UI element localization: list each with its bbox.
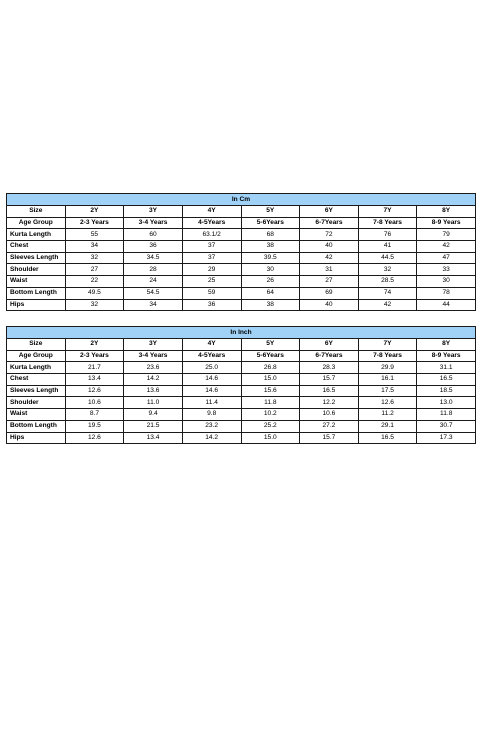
measurement-value: 16.5 (417, 374, 476, 386)
age-group-row (7, 350, 476, 362)
measurement-value: 16.5 (358, 432, 417, 444)
size-header-cell: 2Y (65, 339, 124, 351)
size-header-cell: 7Y (358, 339, 417, 351)
measurement-value: 19.5 (65, 420, 124, 432)
table-title-row (7, 194, 476, 206)
measurement-value: 40 (300, 299, 359, 311)
measurement-value: 33 (417, 264, 476, 276)
measurement-value: 15.0 (241, 432, 300, 444)
measurement-value: 76 (358, 229, 417, 241)
measurement-value: 32 (65, 299, 124, 311)
measurement-label: Shoulder (7, 397, 66, 409)
measurement-value: 26.8 (241, 362, 300, 374)
measurement-value: 36 (182, 299, 241, 311)
measurement-value: 29.1 (358, 420, 417, 432)
measurement-value: 9.4 (124, 409, 183, 421)
measurement-value: 15.0 (241, 374, 300, 386)
measurement-value: 17.3 (417, 432, 476, 444)
table-row (7, 229, 476, 241)
measurement-value: 22 (65, 276, 124, 288)
age-group-cell: 4-5Years (182, 350, 241, 362)
measurement-value: 13.6 (124, 385, 183, 397)
size-header-cell: 2Y (65, 206, 124, 218)
measurement-value: 8.7 (65, 409, 124, 421)
measurement-value: 31 (300, 264, 359, 276)
measurement-value: 28.3 (300, 362, 359, 374)
measurement-label: Kurta Length (7, 362, 66, 374)
size-header-cell: 5Y (241, 206, 300, 218)
measurement-value: 39.5 (241, 252, 300, 264)
size-header-row (7, 339, 476, 351)
measurement-value: 68 (241, 229, 300, 241)
measurement-value: 72 (300, 229, 359, 241)
measurement-value: 11.8 (417, 409, 476, 421)
measurement-value: 14.2 (182, 432, 241, 444)
measurement-value: 11.4 (182, 397, 241, 409)
measurement-value: 30 (241, 264, 300, 276)
measurement-value: 29 (182, 264, 241, 276)
measurement-label: Kurta Length (7, 229, 66, 241)
measurement-value: 15.6 (241, 385, 300, 397)
table-row (7, 432, 476, 444)
measurement-value: 63.1/2 (182, 229, 241, 241)
age-group-cell: 6-7Years (300, 217, 359, 229)
age-group-cell: 8-9 Years (417, 350, 476, 362)
measurement-value: 14.6 (182, 374, 241, 386)
measurement-value: 78 (417, 287, 476, 299)
age-group-cell: 5-6Years (241, 350, 300, 362)
size-chart-cm-table (6, 193, 476, 311)
measurement-label: Sleeves Length (7, 252, 66, 264)
measurement-value: 28 (124, 264, 183, 276)
measurement-label: Hips (7, 299, 66, 311)
table-title: In Cm (7, 194, 476, 206)
measurement-label: Hips (7, 432, 66, 444)
measurement-value: 12.6 (65, 432, 124, 444)
table-row (7, 287, 476, 299)
measurement-value: 21.5 (124, 420, 183, 432)
age-group-cell: 4-5Years (182, 217, 241, 229)
size-header-cell: 4Y (182, 206, 241, 218)
measurement-value: 11.2 (358, 409, 417, 421)
measurement-value: 40 (300, 241, 359, 253)
age-group-cell: 7-8 Years (358, 217, 417, 229)
measurement-label: Waist (7, 276, 66, 288)
measurement-value: 12.2 (300, 397, 359, 409)
measurement-value: 54.5 (124, 287, 183, 299)
age-group-cell: 5-6Years (241, 217, 300, 229)
size-header-cell: 6Y (300, 206, 359, 218)
size-header-cell: 3Y (124, 206, 183, 218)
table-row (7, 385, 476, 397)
measurement-value: 27 (65, 264, 124, 276)
table-row (7, 252, 476, 264)
measurement-value: 30.7 (417, 420, 476, 432)
measurement-value: 18.5 (417, 385, 476, 397)
age-group-cell: 8-9 Years (417, 217, 476, 229)
measurement-value: 12.6 (65, 385, 124, 397)
measurement-value: 10.2 (241, 409, 300, 421)
measurement-label: Chest (7, 241, 66, 253)
measurement-value: 59 (182, 287, 241, 299)
table-row (7, 420, 476, 432)
measurement-label: Shoulder (7, 264, 66, 276)
measurement-value: 69 (300, 287, 359, 299)
measurement-value: 14.2 (124, 374, 183, 386)
measurement-value: 64 (241, 287, 300, 299)
measurement-value: 34.5 (124, 252, 183, 264)
measurement-value: 38 (241, 241, 300, 253)
measurement-value: 30 (417, 276, 476, 288)
measurement-value: 11.0 (124, 397, 183, 409)
table-row (7, 374, 476, 386)
measurement-value: 28.5 (358, 276, 417, 288)
measurement-value: 13.0 (417, 397, 476, 409)
measurement-value: 79 (417, 229, 476, 241)
measurement-value: 26 (241, 276, 300, 288)
age-group-label: Age Group (7, 350, 66, 362)
age-group-cell: 3-4 Years (124, 217, 183, 229)
size-header-cell: 4Y (182, 339, 241, 351)
measurement-value: 9.8 (182, 409, 241, 421)
measurement-value: 32 (65, 252, 124, 264)
measurement-value: 49.5 (65, 287, 124, 299)
size-header-cell: 3Y (124, 339, 183, 351)
age-group-cell: 2-3 Years (65, 350, 124, 362)
measurement-value: 27 (300, 276, 359, 288)
measurement-label: Bottom Length (7, 420, 66, 432)
table-row (7, 241, 476, 253)
measurement-value: 29.9 (358, 362, 417, 374)
measurement-value: 27.2 (300, 420, 359, 432)
age-group-label: Age Group (7, 217, 66, 229)
size-header-row (7, 206, 476, 218)
measurement-value: 11.8 (241, 397, 300, 409)
measurement-value: 15.7 (300, 374, 359, 386)
measurement-value: 41 (358, 241, 417, 253)
age-group-row (7, 217, 476, 229)
measurement-label: Chest (7, 374, 66, 386)
measurement-value: 14.6 (182, 385, 241, 397)
measurement-value: 24 (124, 276, 183, 288)
measurement-value: 25.0 (182, 362, 241, 374)
measurement-value: 60 (124, 229, 183, 241)
measurement-value: 38 (241, 299, 300, 311)
measurement-value: 25 (182, 276, 241, 288)
size-header-cell: 6Y (300, 339, 359, 351)
table-row (7, 362, 476, 374)
measurement-value: 25.2 (241, 420, 300, 432)
age-group-cell: 3-4 Years (124, 350, 183, 362)
measurement-value: 44.5 (358, 252, 417, 264)
measurement-value: 21.7 (65, 362, 124, 374)
measurement-value: 42 (417, 241, 476, 253)
measurement-value: 31.1 (417, 362, 476, 374)
measurement-value: 37 (182, 241, 241, 253)
age-group-cell: 6-7Years (300, 350, 359, 362)
measurement-value: 44 (417, 299, 476, 311)
size-header-cell: 8Y (417, 339, 476, 351)
measurement-value: 36 (124, 241, 183, 253)
measurement-value: 12.6 (358, 397, 417, 409)
table-row (7, 397, 476, 409)
measurement-label: Bottom Length (7, 287, 66, 299)
measurement-value: 23.6 (124, 362, 183, 374)
size-chart-inch-table (6, 326, 476, 444)
size-label: Size (7, 206, 66, 218)
size-header-cell: 5Y (241, 339, 300, 351)
table-row (7, 409, 476, 421)
table-title-row (7, 327, 476, 339)
size-header-cell: 8Y (417, 206, 476, 218)
age-group-cell: 7-8 Years (358, 350, 417, 362)
table-row (7, 276, 476, 288)
measurement-value: 42 (358, 299, 417, 311)
measurement-value: 34 (65, 241, 124, 253)
measurement-value: 34 (124, 299, 183, 311)
measurement-value: 16.5 (300, 385, 359, 397)
measurement-value: 32 (358, 264, 417, 276)
table-title: In Inch (7, 327, 476, 339)
measurement-label: Sleeves Length (7, 385, 66, 397)
measurement-value: 42 (300, 252, 359, 264)
measurement-value: 55 (65, 229, 124, 241)
measurement-value: 16.1 (358, 374, 417, 386)
size-label: Size (7, 339, 66, 351)
measurement-label: Waist (7, 409, 66, 421)
table-row (7, 264, 476, 276)
age-group-cell: 2-3 Years (65, 217, 124, 229)
measurement-value: 10.6 (300, 409, 359, 421)
measurement-value: 23.2 (182, 420, 241, 432)
measurement-value: 74 (358, 287, 417, 299)
measurement-value: 15.7 (300, 432, 359, 444)
measurement-value: 13.4 (65, 374, 124, 386)
measurement-value: 13.4 (124, 432, 183, 444)
measurement-value: 17.5 (358, 385, 417, 397)
table-row (7, 299, 476, 311)
measurement-value: 37 (182, 252, 241, 264)
measurement-value: 47 (417, 252, 476, 264)
size-header-cell: 7Y (358, 206, 417, 218)
measurement-value: 10.6 (65, 397, 124, 409)
